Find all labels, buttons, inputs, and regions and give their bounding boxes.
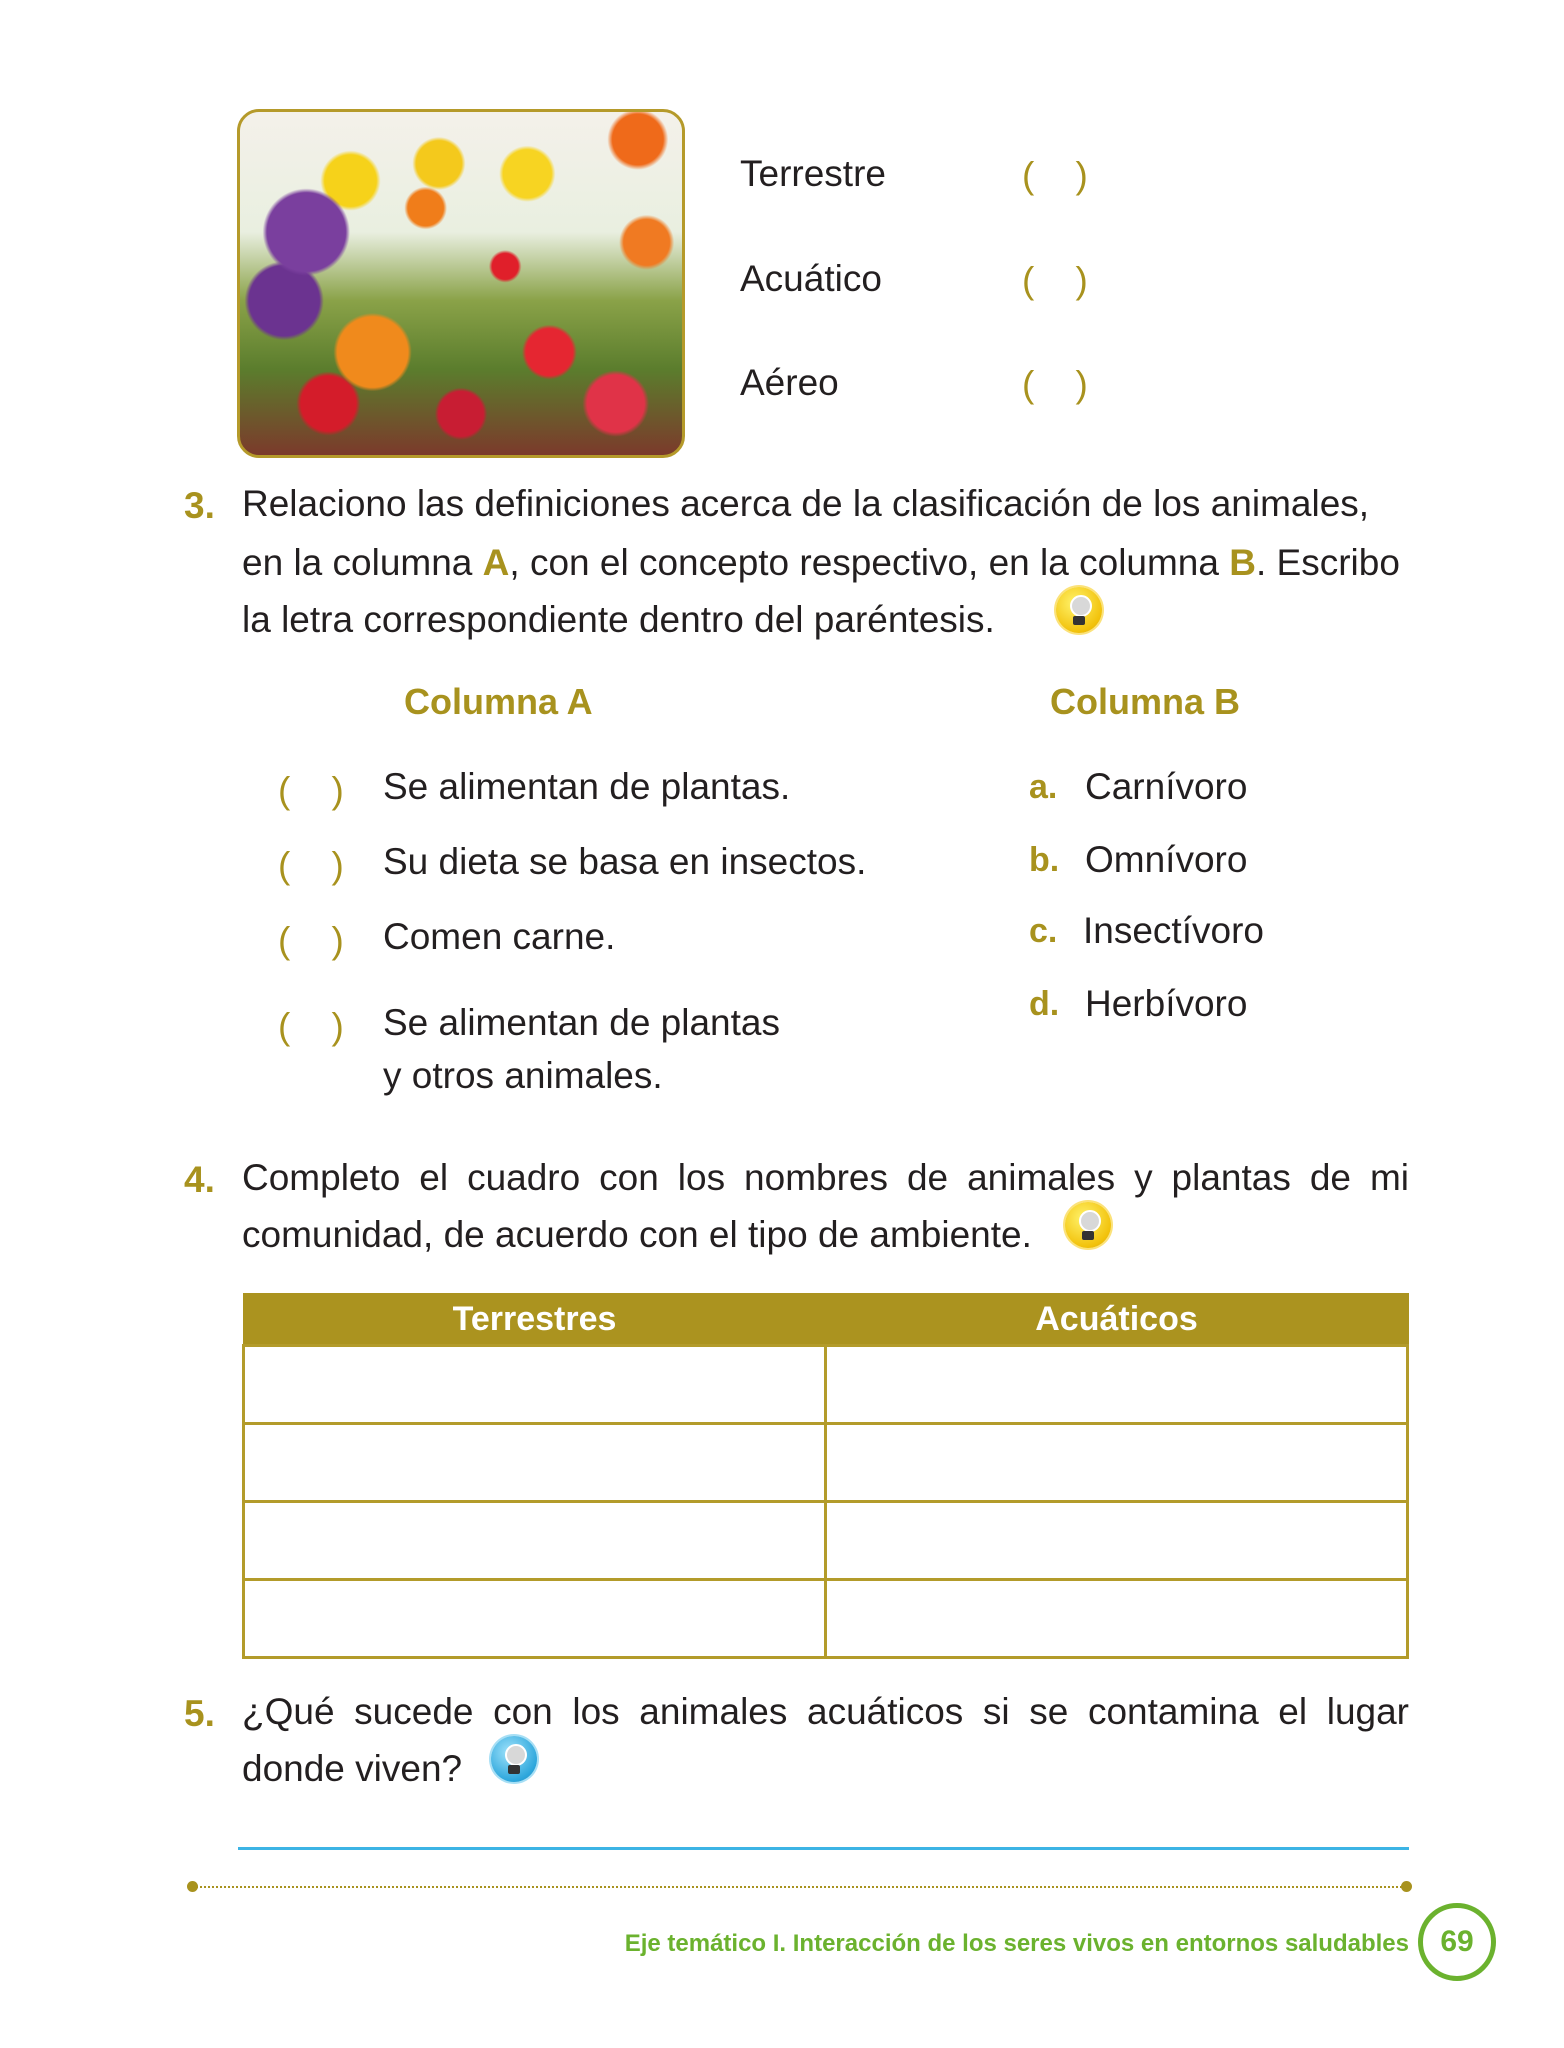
footer-section-title: Eje temático I. Interacción de los seres vivos en entornos saludables: [624, 1930, 1409, 1957]
lightbulb-icon: [1065, 1202, 1111, 1248]
habitat-label: Acuático: [740, 258, 882, 299]
answer-parens[interactable]: ( ): [1022, 260, 1088, 301]
answer-parens[interactable]: ( ): [1022, 155, 1088, 196]
table-cell[interactable]: [244, 1346, 826, 1424]
option-letter: a.: [1029, 768, 1058, 806]
answer-parens[interactable]: ( ): [278, 1006, 344, 1047]
definition: Se alimentan de plantas: [383, 1002, 780, 1043]
answer-parens[interactable]: ( ): [278, 770, 344, 811]
answer-line[interactable]: [238, 1847, 1409, 1850]
question-text: Completo el cuadro con los nombres de animales y plantas de mi: [242, 1157, 1409, 1198]
divider-dot: [187, 1881, 198, 1892]
table-cell[interactable]: [826, 1580, 1408, 1658]
text: en: [242, 542, 284, 583]
question-text: donde viven?: [242, 1748, 463, 1789]
concept: Carnívoro: [1085, 766, 1248, 807]
table-cell[interactable]: [826, 1424, 1408, 1502]
text: . Escribo: [1255, 542, 1400, 583]
option-letter: c.: [1029, 912, 1058, 950]
column-b-ref: B: [1229, 542, 1256, 583]
concept: Insectívoro: [1083, 910, 1264, 951]
column-a-title: Columna A: [404, 681, 593, 722]
definition-cont: y otros animales.: [383, 1055, 663, 1096]
question-text: la letra correspondiente dentro del paréntesis.: [242, 599, 995, 640]
lightbulb-icon: [1056, 587, 1102, 633]
question-number: 5.: [184, 1693, 215, 1734]
text: la columna: [293, 542, 483, 583]
question-number: 3.: [184, 485, 215, 526]
table-cell[interactable]: [244, 1424, 826, 1502]
option-letter: b.: [1029, 841, 1060, 879]
table-cell[interactable]: [826, 1502, 1408, 1580]
text: , con el concepto respectivo, en la columna: [509, 542, 1230, 583]
definition: Su dieta se basa en insectos.: [383, 841, 867, 882]
definition: Se alimentan de plantas.: [383, 766, 791, 807]
concept: Omnívoro: [1085, 839, 1248, 880]
table-cell[interactable]: [244, 1580, 826, 1658]
table-cell[interactable]: [826, 1346, 1408, 1424]
question-text: [242, 544, 1400, 581]
divider: [192, 1886, 1406, 1888]
table-cell[interactable]: [244, 1502, 826, 1580]
question-text: comunidad, de acuerdo con el tipo de ambiente.: [242, 1214, 1032, 1255]
answer-parens[interactable]: ( ): [278, 845, 344, 886]
column-b-title: Columna B: [1050, 681, 1241, 722]
question-text: ¿Qué sucede con los animales acuáticos si se contamina el lugar: [242, 1691, 1409, 1732]
answer-parens[interactable]: ( ): [1022, 364, 1088, 405]
habitat-label: Terrestre: [740, 153, 886, 194]
question-number: 4.: [184, 1159, 215, 1200]
answer-parens[interactable]: ( ): [278, 920, 344, 961]
flowers-photo: [237, 109, 685, 458]
lightbulb-icon: [491, 1736, 537, 1782]
definition: Comen carne.: [383, 916, 616, 957]
header-acuaticos: Acuáticos: [826, 1294, 1408, 1346]
header-terrestres: Terrestres: [244, 1294, 826, 1346]
habitat-label: Aéreo: [740, 362, 839, 403]
concept: Herbívoro: [1085, 983, 1248, 1024]
divider-dot: [1401, 1881, 1412, 1892]
page-number: 69: [1418, 1903, 1496, 1981]
environment-table: [242, 1293, 1409, 1659]
option-letter: d.: [1029, 985, 1060, 1023]
column-a-ref: A: [482, 542, 510, 583]
question-text: Relaciono las definiciones acerca de la clasificación de los animales,: [242, 483, 1370, 524]
